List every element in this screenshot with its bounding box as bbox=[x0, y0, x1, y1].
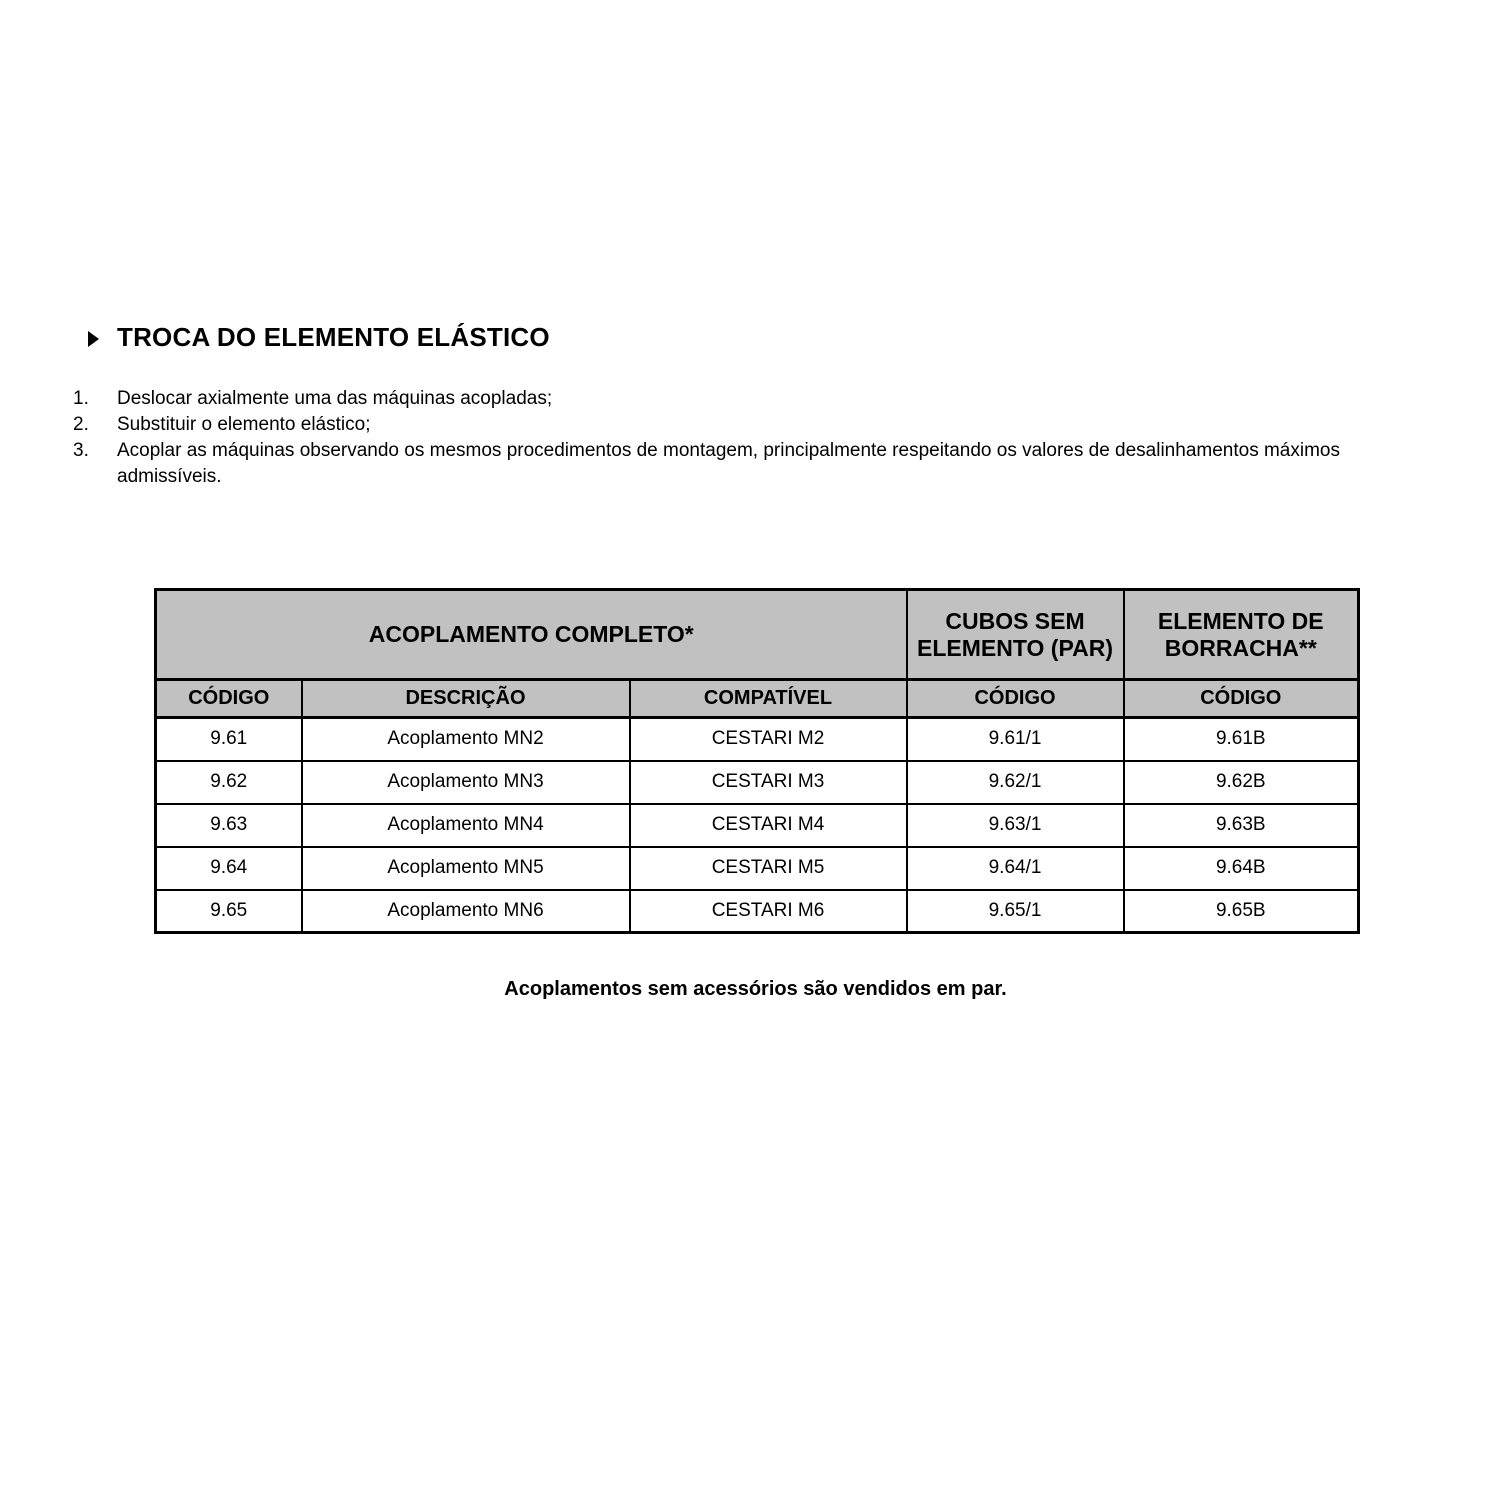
list-item-text: Substituir o elemento elástico; bbox=[117, 414, 371, 435]
data-cell-codigo: 9.61 bbox=[156, 718, 302, 761]
data-cell-codigo: 9.62 bbox=[156, 761, 302, 804]
data-cell-borracha-codigo: 9.62B bbox=[1124, 761, 1359, 804]
data-cell-descricao: Acoplamento MN2 bbox=[302, 718, 630, 761]
triangle-bullet-icon bbox=[88, 331, 99, 347]
data-cell-descricao: Acoplamento MN3 bbox=[302, 761, 630, 804]
list-item-text: Acoplar as máquinas observando os mesmos procedimentos de montagem, principalmente respeitando os valores de desalinhamentos máximos admissíveis. bbox=[117, 440, 1340, 487]
data-cell-descricao: Acoplamento MN5 bbox=[302, 847, 630, 890]
list-item bbox=[73, 386, 1437, 412]
list-item-text: Deslocar axialmente uma das máquinas acopladas; bbox=[117, 388, 553, 409]
data-cell-cubos-codigo: 9.63/1 bbox=[907, 804, 1124, 847]
group-header-cell: ACOPLAMENTO COMPLETO* bbox=[156, 590, 907, 680]
column-header-cell: CÓDIGO bbox=[156, 680, 302, 718]
data-cell-cubos-codigo: 9.65/1 bbox=[907, 890, 1124, 933]
data-cell-descricao: Acoplamento MN4 bbox=[302, 804, 630, 847]
list-item bbox=[73, 412, 1437, 438]
data-cell-cubos-codigo: 9.62/1 bbox=[907, 761, 1124, 804]
table-column-header-row bbox=[156, 680, 1359, 718]
list-item-number: 3. bbox=[73, 440, 89, 461]
list-item-number: 1. bbox=[73, 388, 89, 409]
data-cell-borracha-codigo: 9.63B bbox=[1124, 804, 1359, 847]
data-cell-compativel: CESTARI M5 bbox=[630, 847, 907, 890]
data-cell-compativel: CESTARI M3 bbox=[630, 761, 907, 804]
data-cell-cubos-codigo: 9.64/1 bbox=[907, 847, 1124, 890]
column-header-cell: DESCRIÇÃO bbox=[302, 680, 630, 718]
table-row bbox=[156, 761, 1359, 804]
data-cell-cubos-codigo: 9.61/1 bbox=[907, 718, 1124, 761]
data-cell-descricao: Acoplamento MN6 bbox=[302, 890, 630, 933]
data-cell-codigo: 9.64 bbox=[156, 847, 302, 890]
table-row bbox=[156, 890, 1359, 933]
table-group-header-row bbox=[156, 590, 1359, 680]
group-header-cell: CUBOS SEM ELEMENTO (PAR) bbox=[907, 590, 1124, 680]
couplings-table bbox=[154, 588, 1360, 934]
section-heading bbox=[88, 322, 550, 353]
data-cell-borracha-codigo: 9.65B bbox=[1124, 890, 1359, 933]
column-header-cell: CÓDIGO bbox=[907, 680, 1124, 718]
list-item bbox=[73, 438, 1437, 490]
group-header-cell: ELEMENTO DE BORRACHA** bbox=[1124, 590, 1359, 680]
section-title: TROCA DO ELEMENTO ELÁSTICO bbox=[117, 322, 550, 352]
data-cell-compativel: CESTARI M2 bbox=[630, 718, 907, 761]
data-cell-borracha-codigo: 9.64B bbox=[1124, 847, 1359, 890]
list-item-number: 2. bbox=[73, 414, 89, 435]
column-header-cell: CÓDIGO bbox=[1124, 680, 1359, 718]
data-cell-compativel: CESTARI M6 bbox=[630, 890, 907, 933]
data-cell-compativel: CESTARI M4 bbox=[630, 804, 907, 847]
data-cell-borracha-codigo: 9.61B bbox=[1124, 718, 1359, 761]
column-header-cell: COMPATÍVEL bbox=[630, 680, 907, 718]
table-row bbox=[156, 804, 1359, 847]
table-row bbox=[156, 718, 1359, 761]
instruction-list bbox=[73, 386, 1437, 490]
data-cell-codigo: 9.65 bbox=[156, 890, 302, 933]
table-row bbox=[156, 847, 1359, 890]
data-cell-codigo: 9.63 bbox=[156, 804, 302, 847]
footer-note: Acoplamentos sem acessórios são vendidos em par. bbox=[504, 978, 1007, 1000]
